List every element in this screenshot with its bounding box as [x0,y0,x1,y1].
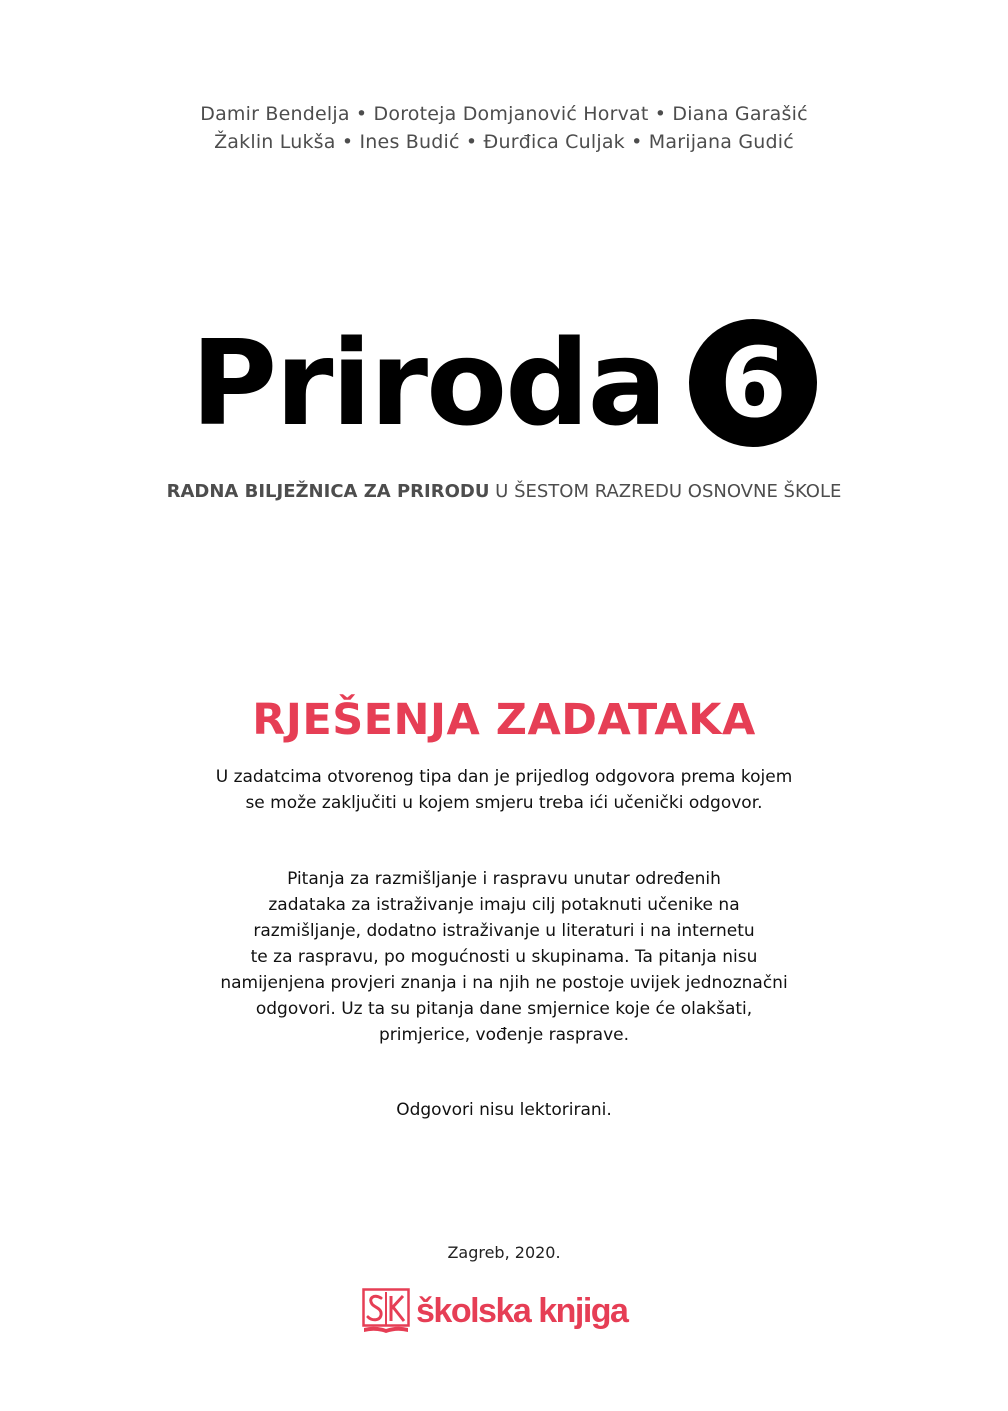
paragraph-line: Pitanja za razmišljanje i raspravu unutar određenih [287,869,721,889]
intro-paragraph-2 [0,866,1008,1048]
subtitle-bold: RADNA BILJEŽNICA ZA PRIRODU [166,481,490,502]
subtitle-regular: U ŠESTOM RAZREDU OSNOVNE ŠKOLE [489,481,842,502]
paragraph-line: odgovori. Uz ta su pitanja dane smjernice koje će olakšati, [255,999,753,1019]
place-date: Zagreb, 2020. [447,1243,561,1262]
paragraph-line: te za raspravu, po mogućnosti u skupinama. Ta pitanja nisu [250,947,758,967]
paragraph-line: primjerice, vođenje rasprave. [378,1025,630,1045]
publisher-name: školska knjiga [416,1292,628,1330]
author-list [0,100,1008,156]
solutions-heading: RJEŠENJA ZADATAKA [252,695,756,745]
proofreading-note [0,1097,1008,1123]
book-subtitle [0,480,1008,504]
paragraph-line: U zadatcima otvorenog tipa dan je prijedlog odgovora prema kojem [215,767,793,787]
paragraph-line: razmišljanje, dodatno istraživanje u literaturi i na internetu [253,921,755,941]
publisher-logo [362,1286,627,1336]
grade-badge: 6 [689,319,817,447]
paragraph-line: se može zaključiti u kojem smjeru treba ići učenički odgovor. [245,793,763,813]
paragraph-line: zadataka za istraživanje imaju cilj potaknuti učenike na [268,895,740,915]
author-line-2: Žaklin Lukša • Ines Budić • Đurđica Culjak • Marijana Gudić [214,131,794,153]
title-word: Priroda [190,314,666,452]
author-line-1: Damir Bendelja • Doroteja Domjanović Horvat • Diana Garašić [200,103,808,125]
paragraph-line: namijenjena provjeri znanja i na njih ne postoje uvijek jednoznačni [220,973,788,993]
paragraph-line: Odgovori nisu lektorirani. [396,1100,612,1120]
intro-paragraph-1 [0,764,1008,816]
publisher-mark-icon [362,1288,410,1334]
book-title [0,308,1008,458]
